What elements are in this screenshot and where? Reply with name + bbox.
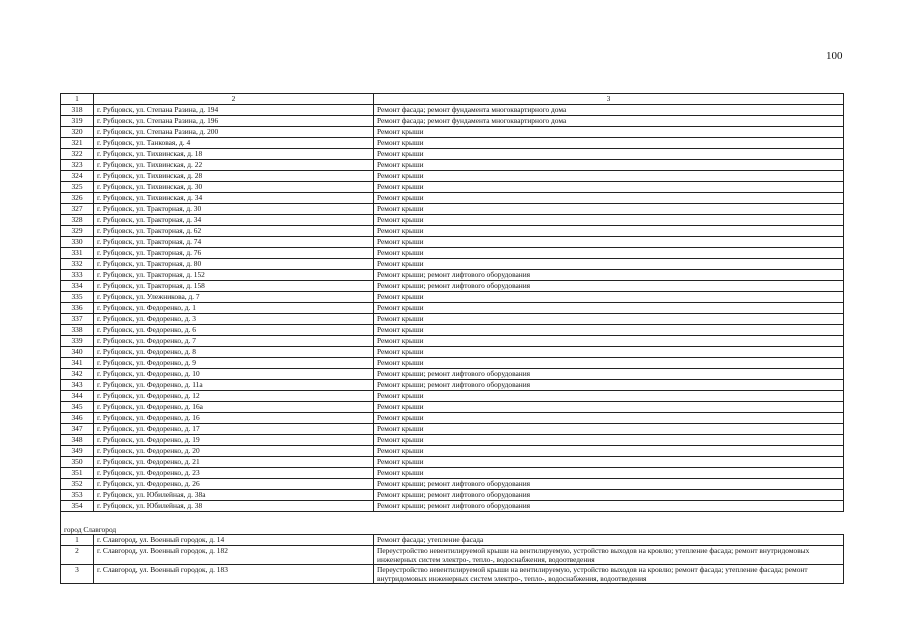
row-address: г. Рубцовск, ул. Тракторная, д. 76 (94, 248, 374, 259)
table-row (61, 413, 844, 424)
row-address: г. Рубцовск, ул. Степана Разина, д. 200 (94, 127, 374, 138)
row-work-type: Ремонт крыши; ремонт лифтового оборудования (374, 270, 844, 281)
row-number: 337 (61, 314, 94, 325)
table-row (61, 490, 844, 501)
row-work-type: Ремонт фасада; ремонт фундамента многоквартирного дома (374, 116, 844, 127)
row-work-type: Ремонт крыши (374, 336, 844, 347)
row-number: 2 (61, 546, 94, 565)
table-row (61, 565, 844, 584)
row-number: 338 (61, 325, 94, 336)
row-work-type: Ремонт крыши (374, 237, 844, 248)
row-number: 349 (61, 446, 94, 457)
table-row (61, 182, 844, 193)
header-cell-address: 2 (94, 94, 374, 105)
row-number: 331 (61, 248, 94, 259)
row-work-type: Ремонт крыши (374, 171, 844, 182)
row-number: 339 (61, 336, 94, 347)
table-row (61, 127, 844, 138)
row-address: г. Рубцовск, ул. Тихвинская, д. 28 (94, 171, 374, 182)
row-work-type: Ремонт крыши (374, 457, 844, 468)
row-address: г. Славгород, ул. Военный городок, д. 182 (94, 546, 374, 565)
row-address: г. Рубцовск, ул. Федоренко, д. 17 (94, 424, 374, 435)
row-work-type: Ремонт крыши (374, 215, 844, 226)
row-address: г. Рубцовск, ул. Федоренко, д. 10 (94, 369, 374, 380)
row-address: г. Рубцовск, ул. Тихвинская, д. 18 (94, 149, 374, 160)
row-address: г. Рубцовск, ул. Тихвинская, д. 30 (94, 182, 374, 193)
repair-table (60, 93, 844, 584)
section-title: город Славгород (61, 512, 844, 535)
row-work-type: Ремонт фасада; утепление фасада (374, 535, 844, 546)
table-row (61, 336, 844, 347)
table-row (61, 546, 844, 565)
row-address: г. Рубцовск, ул. Юбилейная, д. 38а (94, 490, 374, 501)
row-number: 332 (61, 259, 94, 270)
row-address: г. Рубцовск, ул. Тихвинская, д. 22 (94, 160, 374, 171)
row-work-type: Ремонт крыши; ремонт лифтового оборудования (374, 501, 844, 512)
table-row (61, 380, 844, 391)
row-work-type: Ремонт крыши (374, 468, 844, 479)
row-work-type: Ремонт крыши; ремонт лифтового оборудования (374, 281, 844, 292)
row-work-type: Ремонт крыши (374, 446, 844, 457)
row-number: 341 (61, 358, 94, 369)
page-number: 100 (826, 50, 843, 62)
row-address: г. Рубцовск, ул. Федоренко, д. 19 (94, 435, 374, 446)
row-address: г. Рубцовск, ул. Федоренко, д. 20 (94, 446, 374, 457)
header-cell-work-type: 3 (374, 94, 844, 105)
row-number: 347 (61, 424, 94, 435)
row-work-type: Ремонт крыши (374, 182, 844, 193)
row-work-type: Ремонт крыши (374, 149, 844, 160)
table-row (61, 204, 844, 215)
row-work-type: Ремонт крыши (374, 358, 844, 369)
table-row (61, 325, 844, 336)
row-number: 329 (61, 226, 94, 237)
row-number: 1 (61, 535, 94, 546)
row-address: г. Рубцовск, ул. Тракторная, д. 80 (94, 259, 374, 270)
table-row (61, 424, 844, 435)
row-address: г. Рубцовск, ул. Федоренко, д. 26 (94, 479, 374, 490)
row-address: г. Рубцовск, ул. Федоренко, д. 1 (94, 303, 374, 314)
table-row (61, 270, 844, 281)
row-work-type: Ремонт крыши (374, 292, 844, 303)
row-number: 322 (61, 149, 94, 160)
row-number: 3 (61, 565, 94, 584)
table-row (61, 248, 844, 259)
table-row (61, 105, 844, 116)
table-row (61, 501, 844, 512)
row-number: 333 (61, 270, 94, 281)
row-address: г. Рубцовск, ул. Тракторная, д. 62 (94, 226, 374, 237)
row-work-type: Ремонт крыши; ремонт лифтового оборудования (374, 380, 844, 391)
table-row (61, 149, 844, 160)
row-work-type: Ремонт крыши (374, 413, 844, 424)
row-number: 323 (61, 160, 94, 171)
table-row (61, 303, 844, 314)
row-number: 318 (61, 105, 94, 116)
row-number: 344 (61, 391, 94, 402)
row-work-type: Ремонт крыши (374, 435, 844, 446)
table-row (61, 292, 844, 303)
row-number: 346 (61, 413, 94, 424)
row-work-type: Переустройство невентилируемой крыши на вентилируемую, устройство выходов на кровлю; утепление фасада; ремонт внутридомовых инженерных систем электро-, тепло-, водоснабжения, водоотведения (374, 546, 844, 565)
row-number: 352 (61, 479, 94, 490)
row-number: 340 (61, 347, 94, 358)
row-number: 334 (61, 281, 94, 292)
row-address: г. Рубцовск, ул. Федоренко, д. 9 (94, 358, 374, 369)
row-number: 327 (61, 204, 94, 215)
row-address: г. Рубцовск, ул. Федоренко, д. 16а (94, 402, 374, 413)
row-address: г. Рубцовск, ул. Степана Разина, д. 194 (94, 105, 374, 116)
row-number: 354 (61, 501, 94, 512)
row-number: 321 (61, 138, 94, 149)
row-address: г. Рубцовск, ул. Федоренко, д. 12 (94, 391, 374, 402)
row-address: г. Рубцовск, ул. Федоренко, д. 11а (94, 380, 374, 391)
row-work-type: Переустройство невентилируемой крыши на вентилируемую, устройство выходов на кровлю; ремонт фасада; утепление фасада; ремонт внутридомовых инженерных систем электро-, тепло-, водоснабжения, водоотведения (374, 565, 844, 584)
row-work-type: Ремонт крыши; ремонт лифтового оборудования (374, 479, 844, 490)
row-work-type: Ремонт крыши (374, 138, 844, 149)
header-cell-number: 1 (61, 94, 94, 105)
row-address: г. Рубцовск, ул. Федоренко, д. 7 (94, 336, 374, 347)
row-number: 348 (61, 435, 94, 446)
row-address: г. Рубцовск, ул. Тракторная, д. 74 (94, 237, 374, 248)
table-row (61, 171, 844, 182)
table-header-row (61, 94, 844, 105)
row-number: 319 (61, 116, 94, 127)
row-address: г. Рубцовск, ул. Тракторная, д. 158 (94, 281, 374, 292)
table-row (61, 402, 844, 413)
row-address: г. Рубцовск, ул. Тракторная, д. 30 (94, 204, 374, 215)
row-number: 342 (61, 369, 94, 380)
row-address: г. Рубцовск, ул. Юбилейная, д. 38 (94, 501, 374, 512)
table-row (61, 446, 844, 457)
row-number: 325 (61, 182, 94, 193)
row-address: г. Рубцовск, ул. Степана Разина, д. 196 (94, 116, 374, 127)
table-row (61, 314, 844, 325)
row-address: г. Рубцовск, ул. Тихвинская, д. 34 (94, 193, 374, 204)
table-row (61, 226, 844, 237)
row-address: г. Рубцовск, ул. Федоренко, д. 6 (94, 325, 374, 336)
row-number: 326 (61, 193, 94, 204)
table-row (61, 138, 844, 149)
row-work-type: Ремонт крыши (374, 303, 844, 314)
row-work-type: Ремонт крыши (374, 259, 844, 270)
row-address: г. Рубцовск, ул. Тракторная, д. 152 (94, 270, 374, 281)
table-row (61, 535, 844, 546)
table-row (61, 347, 844, 358)
row-number: 335 (61, 292, 94, 303)
table-row (61, 259, 844, 270)
row-work-type: Ремонт крыши (374, 391, 844, 402)
row-number: 353 (61, 490, 94, 501)
row-work-type: Ремонт крыши; ремонт лифтового оборудования (374, 369, 844, 380)
row-number: 351 (61, 468, 94, 479)
row-address: г. Рубцовск, ул. Танковая, д. 4 (94, 138, 374, 149)
row-address: г. Рубцовск, ул. Тракторная, д. 34 (94, 215, 374, 226)
row-number: 336 (61, 303, 94, 314)
row-work-type: Ремонт крыши (374, 127, 844, 138)
row-address: г. Рубцовск, ул. Федоренко, д. 21 (94, 457, 374, 468)
row-work-type: Ремонт крыши (374, 314, 844, 325)
row-work-type: Ремонт крыши (374, 402, 844, 413)
table-row (61, 435, 844, 446)
table-row (61, 281, 844, 292)
table-row (61, 160, 844, 171)
row-number: 324 (61, 171, 94, 182)
table-row (61, 391, 844, 402)
row-address: г. Рубцовск, ул. Улежникова, д. 7 (94, 292, 374, 303)
row-address: г. Славгород, ул. Военный городок, д. 14 (94, 535, 374, 546)
row-number: 350 (61, 457, 94, 468)
row-work-type: Ремонт крыши (374, 248, 844, 259)
table-row (61, 358, 844, 369)
row-work-type: Ремонт крыши (374, 347, 844, 358)
row-work-type: Ремонт крыши (374, 325, 844, 336)
table-row (61, 237, 844, 248)
row-number: 343 (61, 380, 94, 391)
table-row (61, 479, 844, 490)
row-address: г. Рубцовск, ул. Федоренко, д. 16 (94, 413, 374, 424)
row-address: г. Рубцовск, ул. Федоренко, д. 23 (94, 468, 374, 479)
row-work-type: Ремонт крыши; ремонт лифтового оборудования (374, 490, 844, 501)
row-number: 330 (61, 237, 94, 248)
row-work-type: Ремонт крыши (374, 204, 844, 215)
row-work-type: Ремонт фасада; ремонт фундамента многоквартирного дома (374, 105, 844, 116)
row-work-type: Ремонт крыши (374, 424, 844, 435)
table-row (61, 468, 844, 479)
row-work-type: Ремонт крыши (374, 193, 844, 204)
table-row (61, 457, 844, 468)
section-row (61, 512, 844, 535)
row-number: 320 (61, 127, 94, 138)
row-work-type: Ремонт крыши (374, 160, 844, 171)
row-address: г. Славгород, ул. Военный городок, д. 183 (94, 565, 374, 584)
row-number: 345 (61, 402, 94, 413)
row-work-type: Ремонт крыши (374, 226, 844, 237)
table-row (61, 215, 844, 226)
row-address: г. Рубцовск, ул. Федоренко, д. 3 (94, 314, 374, 325)
row-number: 328 (61, 215, 94, 226)
table-row (61, 369, 844, 380)
row-address: г. Рубцовск, ул. Федоренко, д. 8 (94, 347, 374, 358)
table-row (61, 116, 844, 127)
table-row (61, 193, 844, 204)
